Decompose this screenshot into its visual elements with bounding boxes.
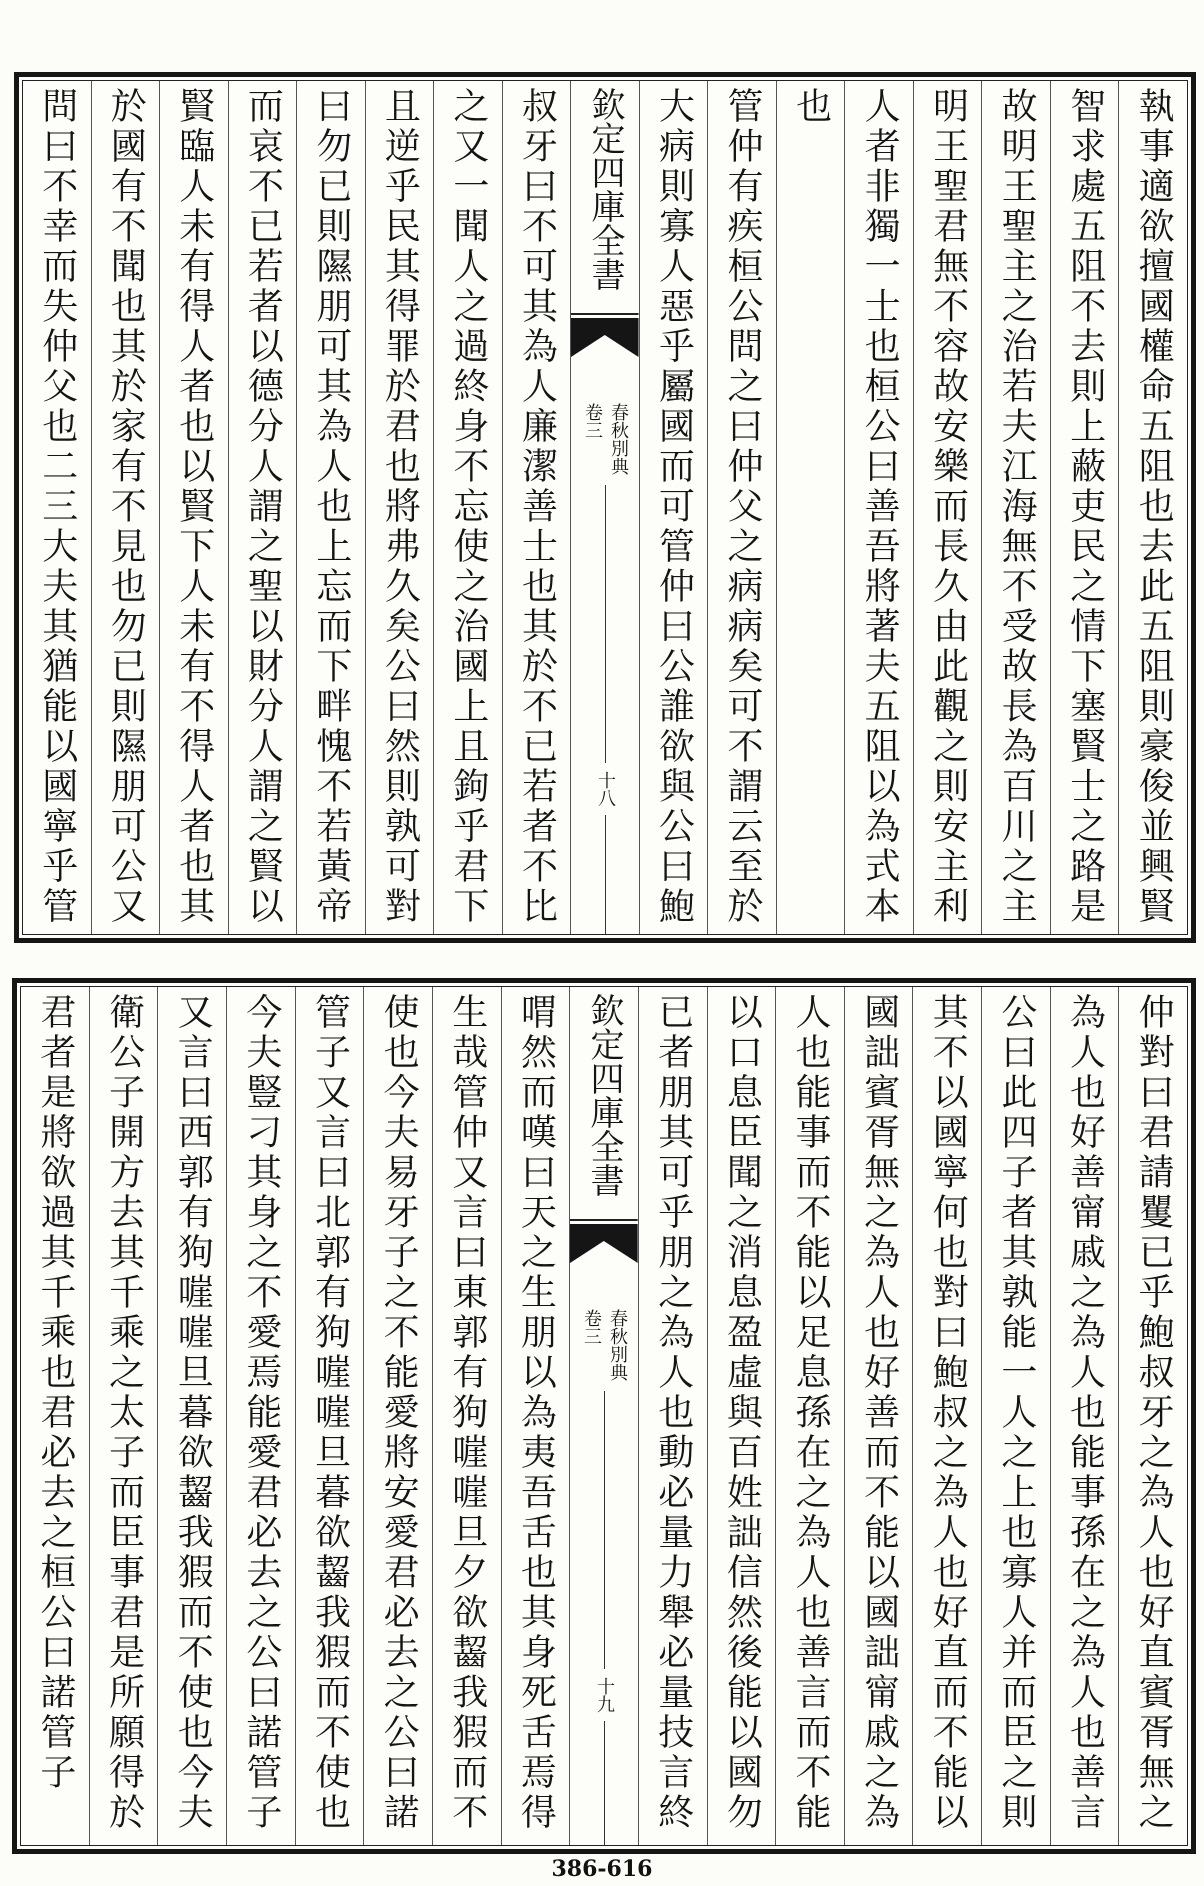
volume-label: 卷三	[581, 403, 603, 439]
fishtail-ornament	[571, 313, 639, 357]
text-column	[296, 81, 365, 934]
book-title: 春秋別典	[607, 403, 629, 475]
text-column	[638, 987, 707, 1845]
page-frame	[22, 80, 1188, 935]
column-text: 也	[790, 87, 832, 127]
page-number	[571, 771, 639, 807]
text-column	[89, 987, 158, 1845]
column-text: 而哀不已若者以德分人謂之聖以財分人謂之賢以	[242, 87, 284, 927]
series-title	[570, 993, 638, 1197]
text-column	[157, 987, 226, 1845]
text-column	[913, 81, 982, 934]
column-text: 曰勿已則隰朋可其為人也上忘而下畔愧不若黃帝	[310, 87, 352, 927]
text-column	[1050, 987, 1119, 1845]
book-title: 春秋別典	[607, 1309, 629, 1381]
column-text: 明王聖君無不容故安樂而長久由此觀之則安主利	[927, 87, 969, 927]
column-text: 賢臨人未有得人者也以賢下人未有不得人者也其	[173, 87, 215, 927]
page-frame	[20, 986, 1188, 1846]
column-text: 為人也好善甯戚之為人也能事孫在之為人也善言	[1064, 993, 1106, 1833]
text-column	[21, 987, 89, 1845]
column-text: 已者朋其可乎朋之為人也動必量力舉必量技言終	[652, 993, 694, 1833]
column-text: 且逆乎民其得罪於君也將弗久矣公曰然則孰可對	[379, 87, 421, 927]
text-column	[639, 81, 708, 934]
column-text: 管子又言曰北郭有狗嘊嘊旦暮欲齧我猳而不使也	[309, 993, 351, 1833]
text-column	[1050, 81, 1119, 934]
column-text: 大病則寡人惡乎屬國而可管仲曰公誰欲與公曰鮑	[653, 87, 695, 927]
footer-page-label: 386-616	[551, 1856, 653, 1882]
text-column	[228, 81, 297, 934]
column-text: 君者是將欲過其千乘也君必去之桓公曰諾管子	[34, 993, 76, 1793]
column-text: 執事適欲擅國權命五阻也去此五阻則豪俊並興賢	[1133, 87, 1175, 927]
text-column	[775, 987, 844, 1845]
series-title	[571, 87, 639, 291]
column-text: 衛公子開方去其千乘之太子而臣事君是所願得於	[103, 993, 145, 1833]
text-column	[159, 81, 228, 934]
column-text: 仲對曰君請矍已乎鮑叔牙之為人也好直賓胥無之	[1133, 993, 1175, 1833]
text-column	[432, 987, 501, 1845]
column-text: 叔牙曰不可其為人廉潔善士也其於不已若者不比	[516, 87, 558, 927]
page-gutter	[570, 81, 639, 934]
page-number-text: 十八	[594, 771, 616, 807]
column-text: 生哉管仲又言曰東郭有狗嘊嘊旦夕欲齧我猳而不	[446, 993, 488, 1833]
text-column	[91, 81, 160, 934]
column-text: 之又一聞人之過終身不忘使之治國上且鉤乎君下	[447, 87, 489, 927]
text-column	[707, 81, 776, 934]
column-text: 又言曰西郭有狗嘊嘊旦暮欲齧我猳而不使也今夫	[172, 993, 214, 1833]
page-panel-bottom	[12, 978, 1196, 1854]
gutter-rule	[605, 485, 606, 763]
page-number	[570, 1677, 638, 1713]
gutter-rule	[605, 815, 606, 934]
column-text: 國詘賓胥無之為人也好善而不能以國詘甯戚之為	[858, 993, 900, 1833]
column-text: 智求處五阻不去則上蔽吏民之情下塞賢士之路是	[1064, 87, 1106, 927]
gutter-rule	[604, 1721, 605, 1845]
column-text: 今夫豎刁其身之不愛焉能愛君必去之公曰諾管子	[240, 993, 282, 1833]
column-text: 其不以國寧何也對曰鮑叔之為人也好直而不能以	[927, 993, 969, 1833]
column-text: 公曰此四子者其孰能一人之上也寡人并而臣之則	[995, 993, 1037, 1833]
text-column	[1118, 81, 1187, 934]
column-text: 喟然而嘆曰天之生朋以為夷吾舌也其身死舌焉得	[515, 993, 557, 1833]
series-title-text: 欽定四庫全書	[584, 993, 625, 1197]
column-text: 問曰不幸而失仲父也二三大夫其猶能以國寧乎管	[36, 87, 78, 927]
page-number-text: 十九	[594, 1677, 616, 1713]
text-column	[433, 81, 502, 934]
text-column	[23, 81, 91, 934]
text-column	[1118, 987, 1187, 1845]
gutter-subtitle	[571, 403, 639, 475]
text-column	[844, 81, 913, 934]
text-column	[501, 987, 570, 1845]
text-column	[844, 987, 913, 1845]
column-text: 人者非獨一士也桓公曰善吾將著夫五阻以為式本	[859, 87, 901, 927]
text-column	[912, 987, 981, 1845]
column-text: 故明王聖主之治若夫江海無不受故長為百川之主	[996, 87, 1038, 927]
column-text: 使也今夫易牙子之不能愛將安愛君必去之公曰諾	[378, 993, 420, 1833]
column-text: 人也能事而不能以足息孫在之為人也善言而不能	[789, 993, 831, 1833]
text-column	[365, 81, 434, 934]
column-text: 管仲有疾桓公問之曰仲父之病病矣可不謂云至於	[722, 87, 764, 927]
column-text: 以口息臣聞之消息盈虛與百姓詘信然後能以國勿	[721, 993, 763, 1833]
text-column	[295, 987, 364, 1845]
page-panel-top	[14, 72, 1196, 943]
text-column	[981, 81, 1050, 934]
text-column	[226, 987, 295, 1845]
text-column	[502, 81, 571, 934]
series-title-text: 欽定四庫全書	[584, 87, 625, 291]
column-text: 於國有不聞也其於家有不見也勿已則隰朋可公又	[105, 87, 147, 927]
text-column	[981, 987, 1050, 1845]
page-gutter	[569, 987, 638, 1845]
text-column	[707, 987, 776, 1845]
fishtail-ornament	[570, 1219, 638, 1263]
text-column	[776, 81, 845, 934]
gutter-subtitle	[570, 1309, 638, 1381]
gutter-rule	[604, 1391, 605, 1669]
text-column	[363, 987, 432, 1845]
volume-label: 卷三	[581, 1309, 603, 1345]
